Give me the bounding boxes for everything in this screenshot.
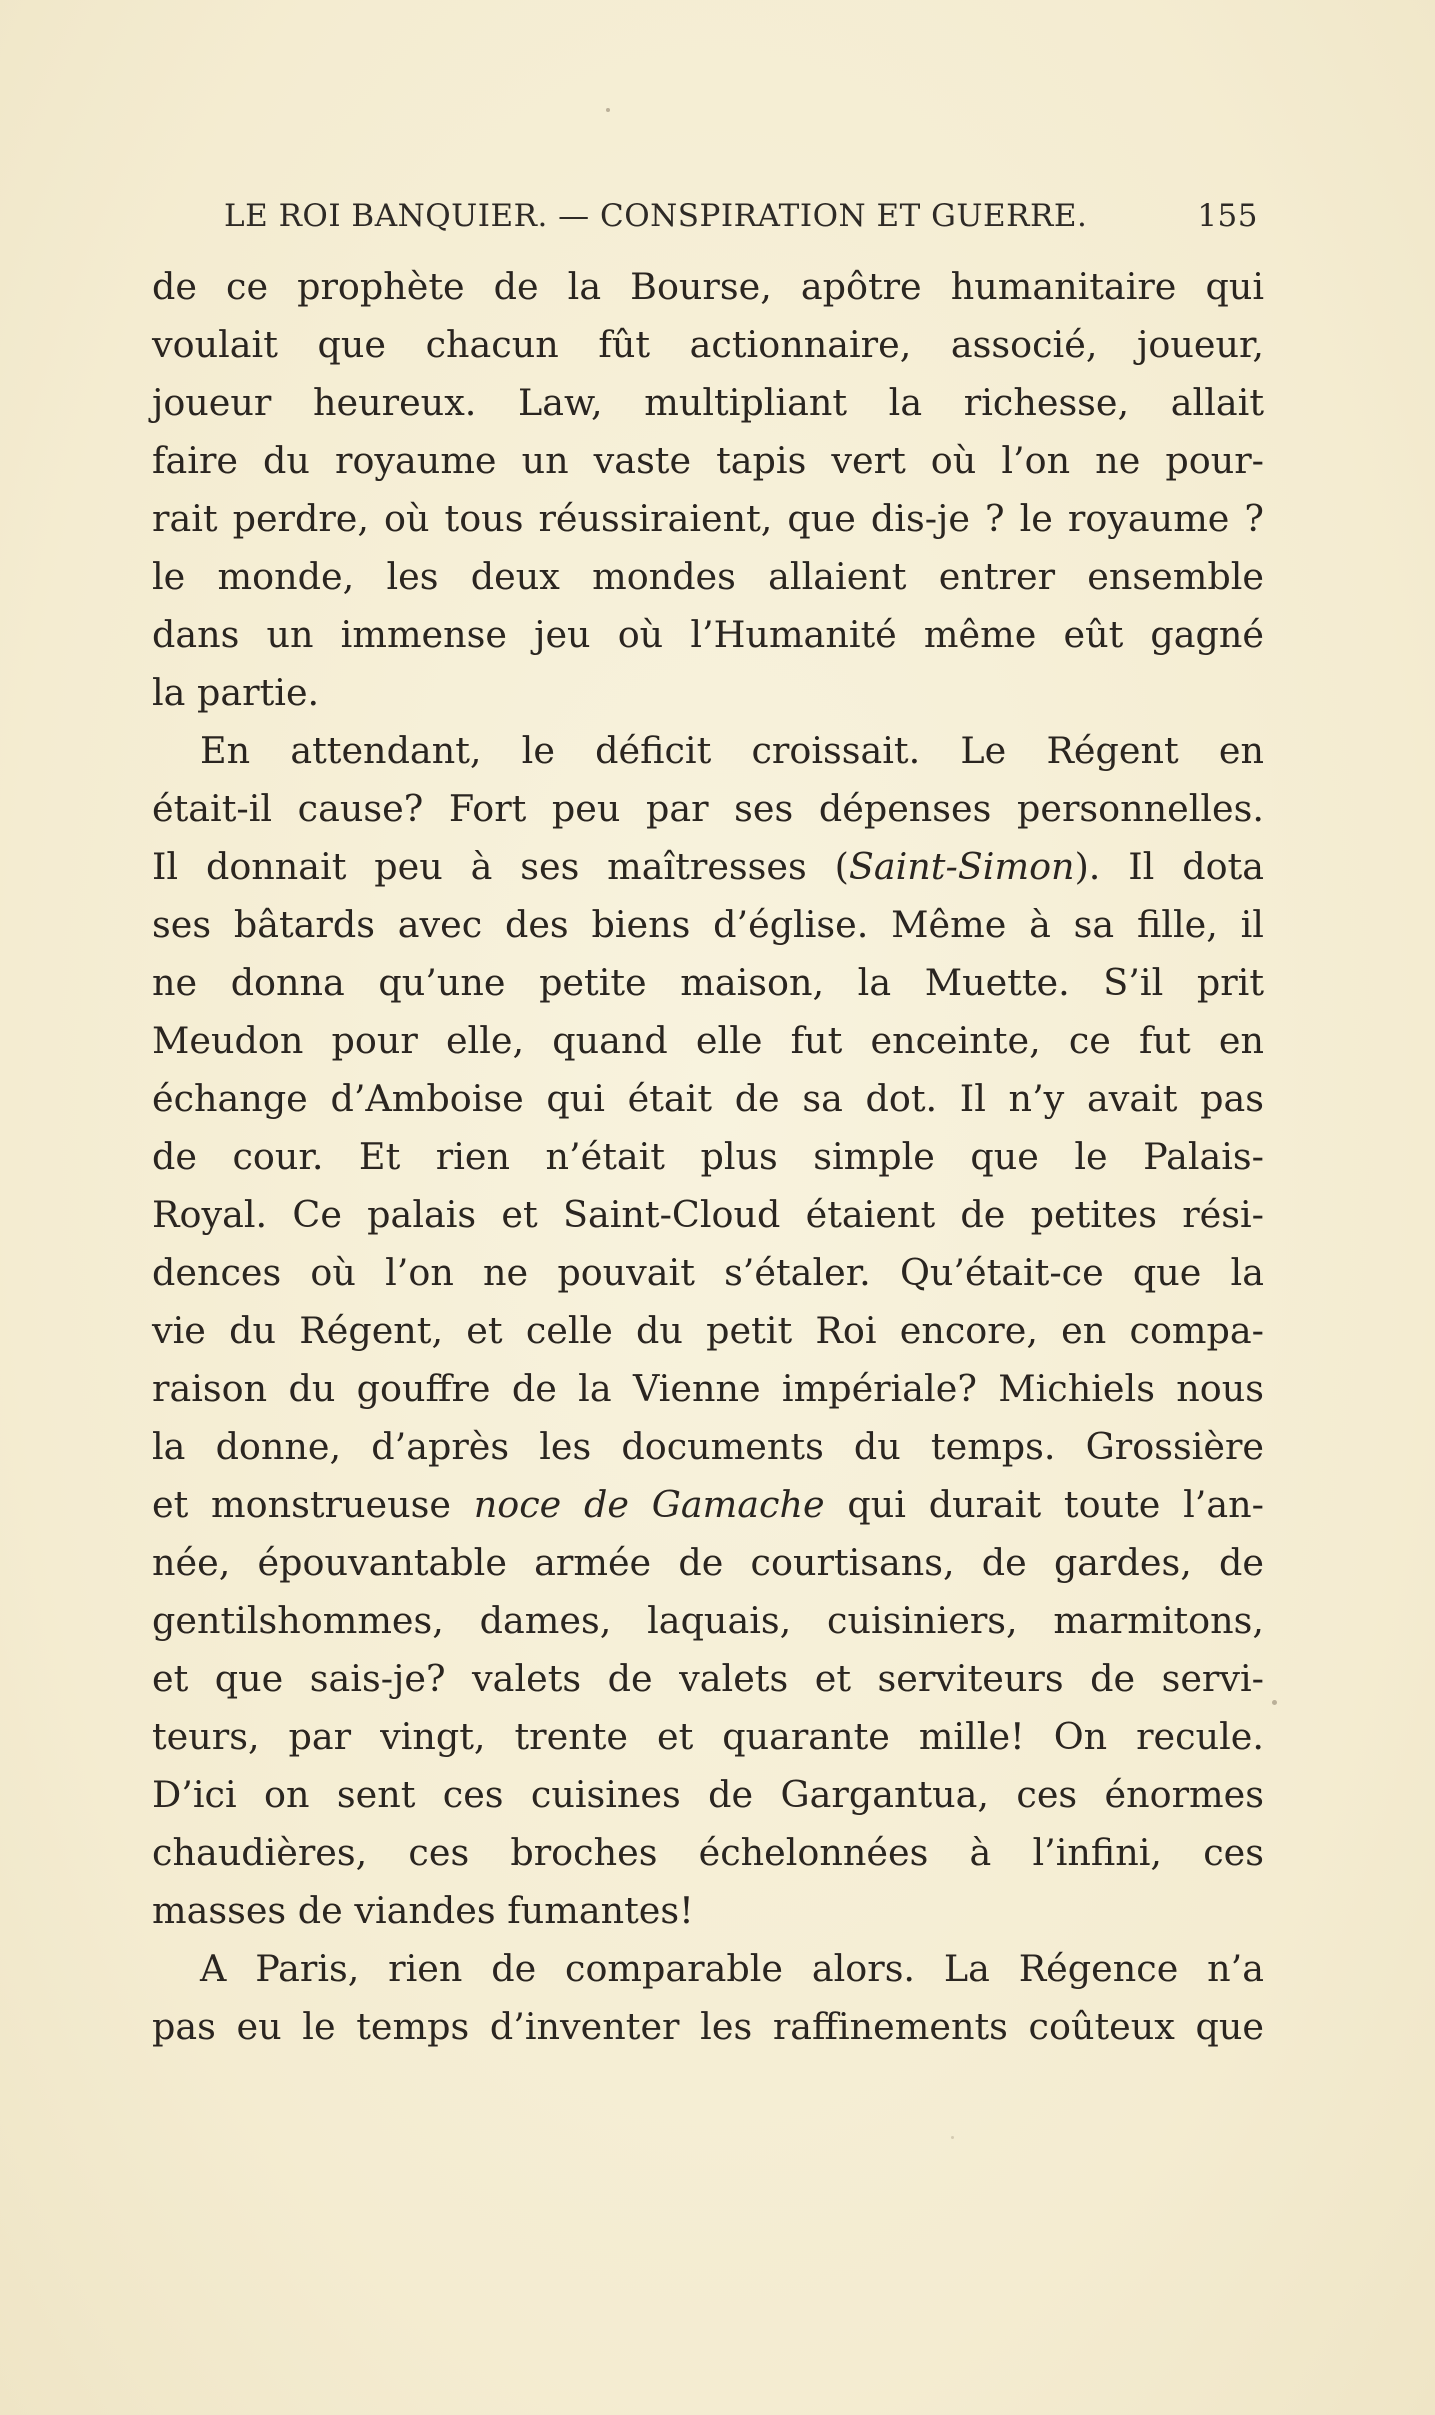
text-line: masses de viandes fumantes! xyxy=(152,1889,694,1932)
text-line: En attendant, le déficit croissait. Le Régent en xyxy=(200,729,1264,772)
text-line: rait perdre, où tous réussiraient, que dis-je ? le royaume ? xyxy=(152,497,1264,540)
text-line: ses bâtards avec des biens d’église. Même à sa fille, il xyxy=(152,903,1264,946)
text-line: de ce prophète de la Bourse, apôtre humanitaire qui xyxy=(152,265,1264,308)
text-segment: qui durait toute l’an- xyxy=(824,1483,1264,1526)
text-segment: et monstrueuse xyxy=(152,1483,474,1526)
text-line: de cour. Et rien n’était plus simple que le Palais- xyxy=(152,1135,1264,1178)
text-segment: Il donnait peu à ses maîtresses ( xyxy=(152,845,849,888)
text-line: A Paris, rien de comparable alors. La Régence n’a xyxy=(200,1947,1264,1990)
text-line: née, épouvantable armée de courtisans, de gardes, de xyxy=(152,1541,1264,1584)
page-number: 155 xyxy=(1197,198,1258,234)
body-text xyxy=(152,258,1264,2056)
text-line: Meudon pour elle, quand elle fut enceinte, ce fut en xyxy=(152,1019,1264,1062)
text-line: voulait que chacun fût actionnaire, associé, joueur, xyxy=(152,323,1264,366)
paper-speck xyxy=(606,108,610,112)
text-line: D’ici on sent ces cuisines de Gargantua, ces énormes xyxy=(152,1773,1264,1816)
paper-speck xyxy=(951,2136,954,2139)
text-line: la donne, d’après les documents du temps. Grossière xyxy=(152,1425,1264,1468)
text-line: Royal. Ce palais et Saint-Cloud étaient de petites rési- xyxy=(152,1193,1264,1236)
text-line: vie du Régent, et celle du petit Roi encore, en compa- xyxy=(152,1309,1264,1352)
text-line-with-italic xyxy=(152,1476,1264,1534)
text-line: dences où l’on ne pouvait s’étaler. Qu’était-ce que la xyxy=(152,1251,1264,1294)
paper-speck xyxy=(1272,1700,1277,1705)
text-line: teurs, par vingt, trente et quarante mille! On recule. xyxy=(152,1715,1264,1758)
text-line: chaudières, ces broches échelonnées à l’infini, ces xyxy=(152,1831,1264,1874)
text-line: le monde, les deux mondes allaient entrer ensemble xyxy=(152,555,1264,598)
running-header xyxy=(224,198,1264,248)
text-line: joueur heureux. Law, multipliant la richesse, allait xyxy=(152,381,1264,424)
text-line: la partie. xyxy=(152,671,320,714)
italic-citation: Saint-Simon xyxy=(848,845,1075,888)
text-line: était-il cause? Fort peu par ses dépenses personnelles. xyxy=(152,787,1264,830)
text-segment: ). Il dota xyxy=(1074,845,1264,888)
text-line-with-italic xyxy=(152,838,1264,896)
text-line: gentilshommes, dames, laquais, cuisiniers, marmitons, xyxy=(152,1599,1264,1642)
text-line: ne donna qu’une petite maison, la Muette. S’il prit xyxy=(152,961,1264,1004)
text-line: échange d’Amboise qui était de sa dot. Il n’y avait pas xyxy=(152,1077,1264,1120)
text-line: raison du gouffre de la Vienne impériale? Michiels nous xyxy=(152,1367,1264,1410)
text-line: pas eu le temps d’inventer les raffinements coûteux que xyxy=(152,2005,1264,2048)
text-line: dans un immense jeu où l’Humanité même eût gagné xyxy=(152,613,1264,656)
italic-phrase: noce de Gamache xyxy=(473,1483,825,1526)
running-title: LE ROI BANQUIER. — CONSPIRATION ET GUERRE. xyxy=(224,198,1088,234)
text-line: faire du royaume un vaste tapis vert où l’on ne pour- xyxy=(152,439,1264,482)
text-line: et que sais-je? valets de valets et serviteurs de servi- xyxy=(152,1657,1264,1700)
